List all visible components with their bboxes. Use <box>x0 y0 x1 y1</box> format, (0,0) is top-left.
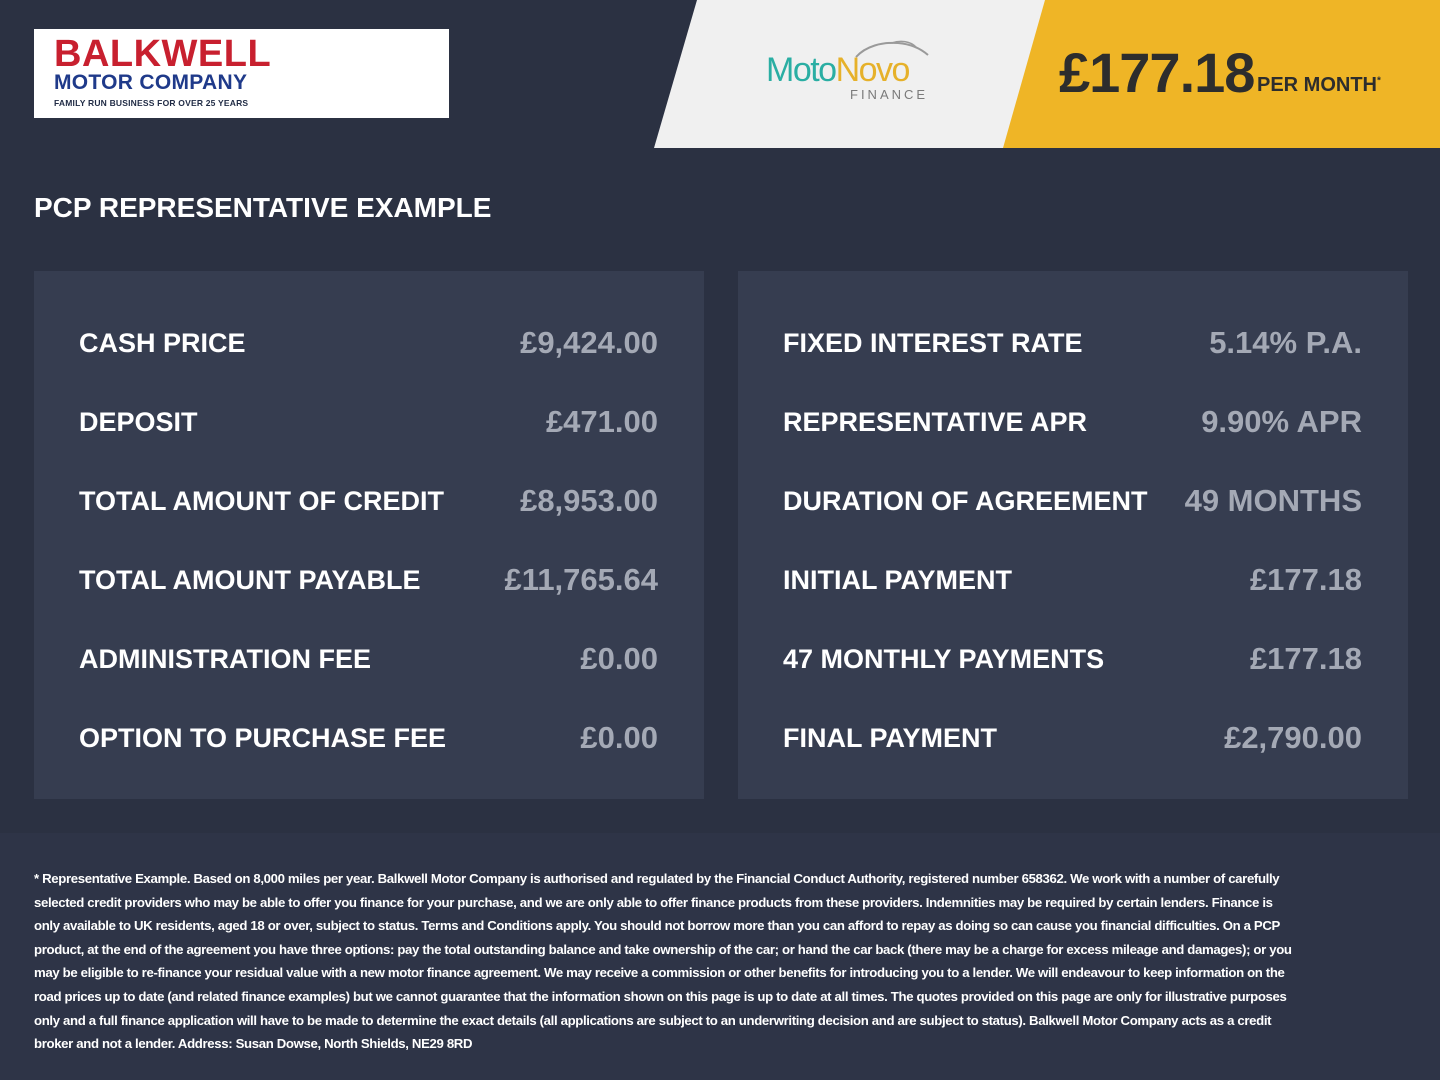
dealer-logo <box>34 29 449 118</box>
monthly-price: £177.18 <box>1059 41 1255 104</box>
row-monthly-payments <box>783 639 1362 679</box>
finance-logo-subtitle: FINANCE <box>850 87 929 102</box>
row-label: REPRESENTATIVE APR <box>783 407 1088 437</box>
header <box>0 0 1440 148</box>
section-title: PCP REPRESENTATIVE EXAMPLE <box>34 192 492 223</box>
row-label: OPTION TO PURCHASE FEE <box>79 723 447 753</box>
row-cash-price <box>79 323 658 363</box>
row-label: DEPOSIT <box>79 407 198 437</box>
finance-logo-moto: Moto <box>766 51 836 89</box>
finance-provider-logo <box>766 38 946 108</box>
row-total-credit <box>79 481 658 521</box>
row-deposit <box>79 402 658 442</box>
row-value: £9,424.00 <box>520 325 658 360</box>
row-option-fee <box>79 718 658 758</box>
row-duration <box>783 481 1362 521</box>
row-label: TOTAL AMOUNT PAYABLE <box>79 565 421 595</box>
row-value: £0.00 <box>580 720 658 755</box>
footer <box>0 833 1440 1080</box>
row-interest-rate <box>783 323 1362 363</box>
finance-panel-left <box>34 271 704 799</box>
row-label: FINAL PAYMENT <box>783 723 998 753</box>
row-label: DURATION OF AGREEMENT <box>783 486 1148 516</box>
dealer-logo-brand: BALKWELL <box>54 33 272 75</box>
row-label: FIXED INTEREST RATE <box>783 328 1083 358</box>
finance-logo-novo: Novo <box>835 51 909 89</box>
per-month-label <box>1257 74 1381 97</box>
row-label: INITIAL PAYMENT <box>783 565 1013 595</box>
row-label: CASH PRICE <box>79 328 246 358</box>
row-apr <box>783 402 1362 442</box>
per-month-text: PER MONTH <box>1257 74 1377 96</box>
row-value: 5.14% P.A. <box>1209 325 1362 360</box>
dealer-logo-subtitle: MOTOR COMPANY <box>54 71 248 94</box>
row-admin-fee <box>79 639 658 679</box>
row-value: £177.18 <box>1249 562 1362 597</box>
row-value: 49 MONTHS <box>1184 483 1362 518</box>
row-value: £8,953.00 <box>520 483 658 518</box>
row-label: ADMINISTRATION FEE <box>79 644 371 674</box>
finance-panel-right <box>738 271 1408 799</box>
row-label: TOTAL AMOUNT OF CREDIT <box>79 486 444 516</box>
row-value: £2,790.00 <box>1224 720 1362 755</box>
row-final-payment <box>783 718 1362 758</box>
row-value: 9.90% APR <box>1201 404 1362 439</box>
disclaimer-text: * Representative Example. Based on 8,000 miles per year. Balkwell Motor Company is authorised and regulated by the Financial Conduct Authority, registered number 658362. We work with a number of carefully selected credit providers who may be able to offer you finance for your purchase, and we are only able to offer finance products from these providers. Indemnities may be required by certain lenders. Finance is only available to UK residents, aged 18 or over, subject to status. Terms and Conditions apply. You should not borrow more than you can afford to repay as doing so can cause you financial difficulties. On a PCP product, at the end of the agreement you have three options: pay the total outstanding balance and take ownership of the car; or hand the car back (there may be a charge for excess mileage and damages); or you may be eligible to re-finance your residual value with a new motor finance agreement. We may receive a commission or other benefits for introducing you to a lender. We will endeavour to keep information on the road prices up to date (and related finance examples) but we cannot guarantee that the information shown on this page is up to date at all times. The quotes provided on this page are only for illustrative purposes only and a full finance application will have to be made to determine the exact details (all applications are subject to an underwriting decision and are subject to status). Balkwell Motor Company acts as a credit broker and not a lender. Address: Susan Dowse, North Shields, NE29 8RD <box>34 871 1292 1052</box>
row-value: £177.18 <box>1249 641 1362 676</box>
row-value: £11,765.64 <box>504 562 658 597</box>
row-label: 47 MONTHLY PAYMENTS <box>783 644 1105 674</box>
row-value: £0.00 <box>580 641 658 676</box>
row-total-payable <box>79 560 658 600</box>
per-month-footnote-mark: * <box>1377 75 1381 87</box>
dealer-logo-tagline: FAMILY RUN BUSINESS FOR OVER 25 YEARS <box>54 98 249 108</box>
row-initial-payment <box>783 560 1362 600</box>
row-value: £471.00 <box>545 404 658 439</box>
